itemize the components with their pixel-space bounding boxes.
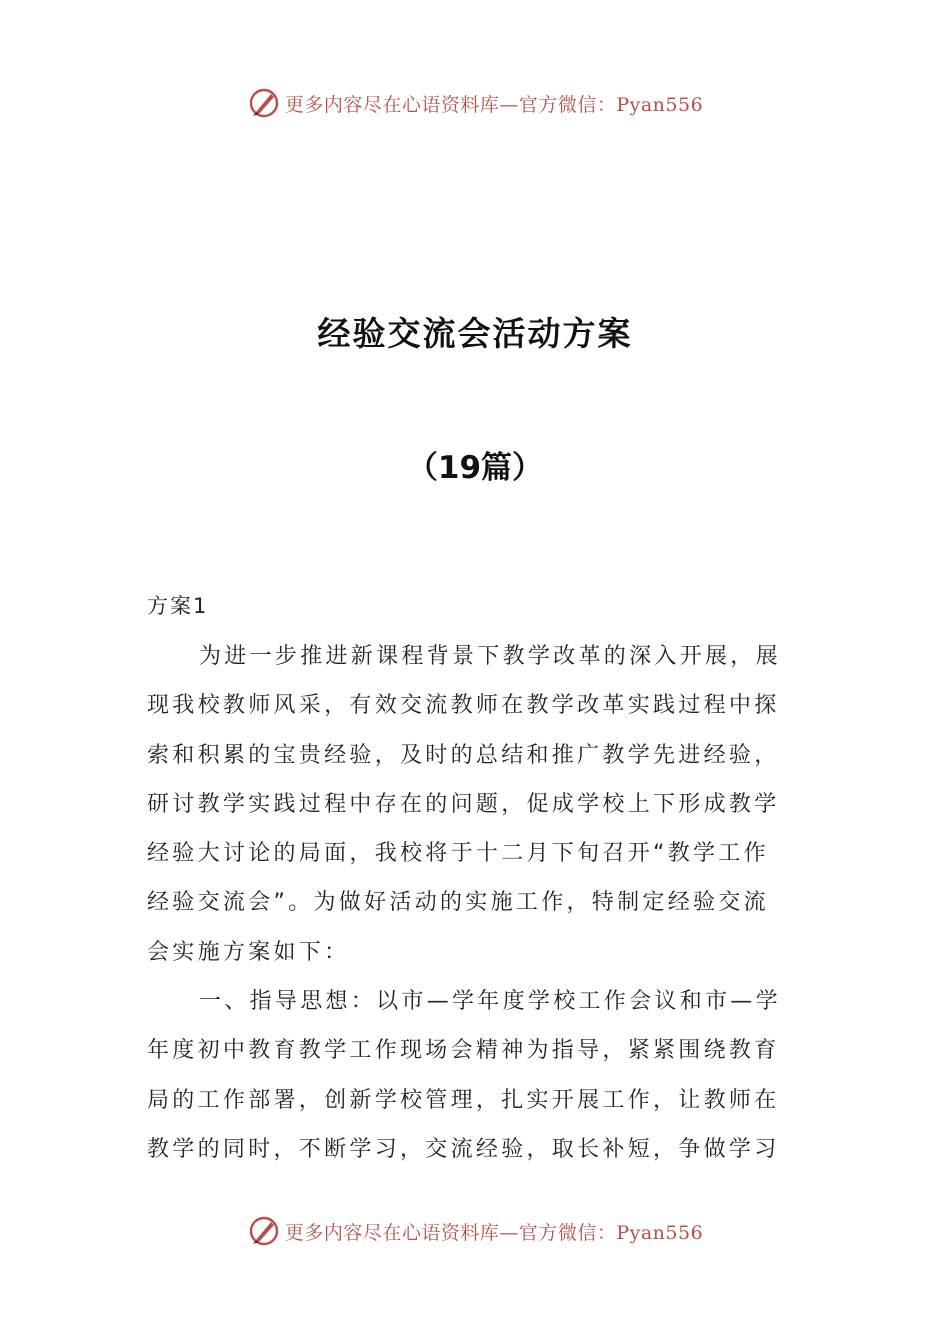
paragraph-line: 经验交流会”。为做好活动的实施工作，特制定经验交流: [147, 890, 769, 916]
section-label: 方案1: [147, 594, 209, 618]
paragraph-line: 索和积累的宝贵经验，及时的总结和推广教学先进经验，: [147, 742, 780, 768]
paragraph-line: 经验大讨论的局面，我校将于十二月下旬召开“教学工作: [147, 841, 769, 867]
pen-circle-logo-icon: [247, 86, 281, 120]
paragraph-line: 局的工作部署，创新学校管理，扎实开展工作，让教师在: [147, 1087, 780, 1113]
watermark-text: 更多内容尽在心语资料库—官方微信：Pyan556: [284, 1221, 704, 1244]
watermark-text: 更多内容尽在心语资料库—官方微信：Pyan556: [284, 93, 704, 116]
header-watermark-banner: [0, 83, 950, 123]
paragraph-line: 教学的同时，不断学习，交流经验，取长补短，争做学习: [147, 1136, 780, 1162]
document-title: 经验交流会活动方案: [317, 314, 633, 353]
paragraph-guiding-ideology: [147, 977, 807, 1174]
paragraph-line: 研讨教学实践过程中存在的问题，促成学校上下形成教学: [147, 791, 780, 817]
pen-circle-logo-icon: [247, 1214, 281, 1248]
document-subtitle: （19篇）: [406, 450, 544, 486]
paragraph-line: 会实施方案如下：: [147, 939, 350, 965]
paragraph-line: 年度初中教育教学工作现场会精神为指导，紧紧围绕教育: [147, 1038, 780, 1064]
paragraph-line: 为进一步推进新课程背景下教学改革的深入开展，展: [199, 644, 781, 669]
paragraph-line: 一、指导思想：以市—学年度学校工作会议和市—学: [199, 989, 781, 1014]
footer-watermark-banner: [0, 1211, 950, 1251]
paragraph-line: 现我校教师风采，有效交流教师在教学改革实践过程中探: [147, 693, 780, 719]
paragraph-intro: [147, 632, 807, 977]
